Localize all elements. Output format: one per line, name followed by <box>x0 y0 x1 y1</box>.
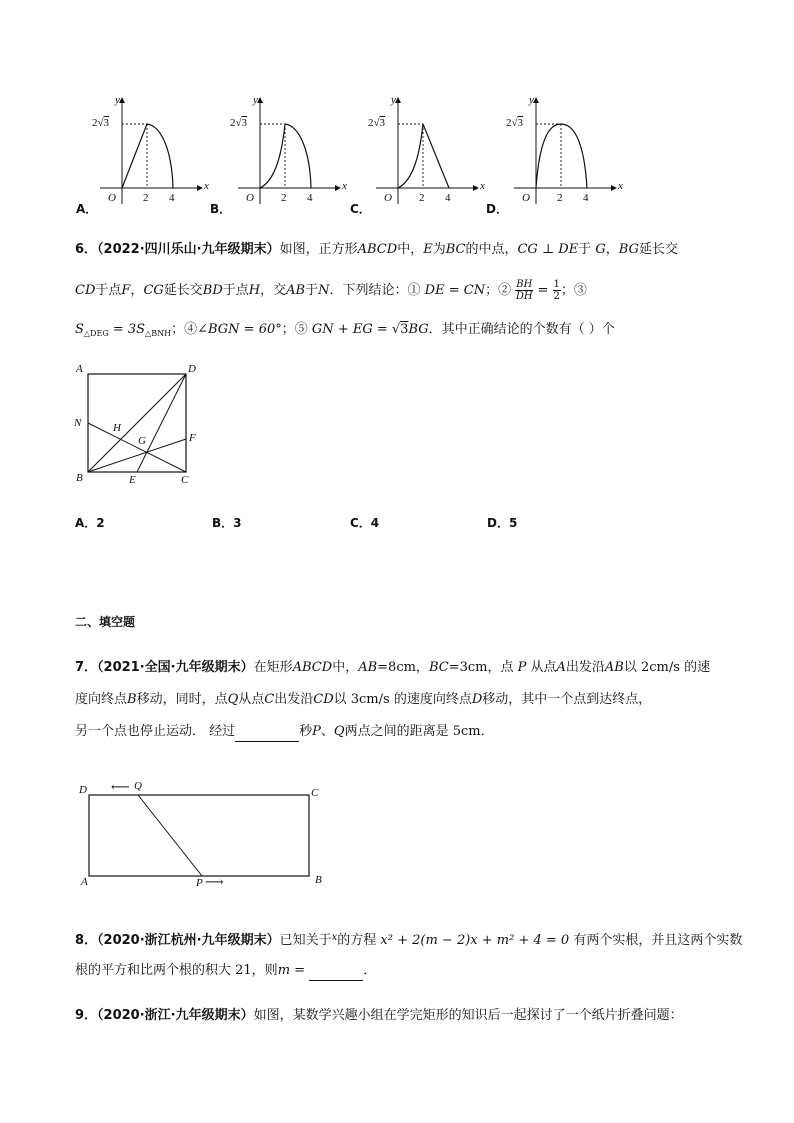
q7-text: 以 3cm/s 的速度向终点 <box>333 692 472 707</box>
graph-a-origin: O <box>108 192 116 204</box>
q8-text: ． <box>363 963 377 978</box>
q6-var: F <box>121 283 131 298</box>
q6-var: G <box>595 242 606 257</box>
q7-var: C <box>264 692 275 707</box>
q7-var: P <box>517 660 527 675</box>
q7-label-q: Q <box>134 780 142 792</box>
q7-var: AB <box>358 660 378 675</box>
option-d-label: D． <box>486 202 508 216</box>
graph-b-curve <box>260 124 311 188</box>
q6-label-a: A <box>76 363 83 375</box>
q6-text: 延长交 <box>638 242 678 257</box>
q6-label-c: C <box>181 474 189 486</box>
q6-line3: $S_{\triangle DEG} = 3S_{\triangle BNH}$；④∠BGN = 60°；⑤ GN + EG = √3BG．其中正确结论的个数有（ ）个 <box>75 322 615 338</box>
q7-label-d: D <box>79 784 87 796</box>
q6-text: 于 <box>305 283 319 298</box>
q6-text: ．下列结论： <box>329 283 408 298</box>
q6-sub: △BNH <box>145 329 172 338</box>
q7-text: 、 <box>320 724 334 739</box>
q6-var: N <box>318 283 330 298</box>
q7-source: （2021·全国·九年级期末） <box>97 660 254 675</box>
q6-label-h: H <box>113 422 121 434</box>
q6-choice-c: C．4 <box>350 516 380 530</box>
q6-label-n: N <box>74 417 82 429</box>
q7-var: P <box>312 724 321 739</box>
q8-equation: x² + 2(m − 2)x + m² + 4 = 0 <box>380 933 570 948</box>
q6-sep: ； <box>281 322 295 337</box>
q8-var: x <box>331 932 338 943</box>
q8-line2 <box>75 961 376 981</box>
graph-c-x-label: x <box>480 180 485 192</box>
q6-var: CG ⊥ DE <box>517 242 579 257</box>
q6-var: H <box>248 283 261 298</box>
q7-var: ABCD <box>292 660 333 675</box>
graph-c-tick-4: 4 <box>445 192 451 204</box>
q6-line1 <box>75 240 678 260</box>
q7-text: 度向终点 <box>75 692 128 707</box>
q8-answer-blank[interactable] <box>309 966 363 981</box>
graph-b-x-label: x <box>342 180 347 192</box>
q7-line2 <box>75 690 651 710</box>
q7-label-p: P <box>196 877 203 889</box>
graph-options <box>70 92 630 222</box>
q6-label-g: G <box>138 435 146 447</box>
graph-b-tick-4: 4 <box>307 192 313 204</box>
q8-source: （2020·浙江杭州·九年级期末） <box>97 933 280 948</box>
q8-text: 的方程 <box>337 933 377 948</box>
q7-number: 7． <box>75 660 98 675</box>
q6-choice-b: B．3 <box>212 516 242 530</box>
q6-conclusion-2-mark: ② <box>498 283 512 298</box>
q6-text: 于点 <box>222 283 249 298</box>
graph-d-origin: O <box>522 192 530 204</box>
q6-var: ABCD <box>357 242 398 257</box>
q8-text: 已知关于 <box>279 933 332 948</box>
graph-d <box>514 98 616 204</box>
q7-var: Q <box>227 692 239 707</box>
graph-d-tick-4: 4 <box>583 192 589 204</box>
q6-var: BG <box>618 242 639 257</box>
q6-conclusion-3b: = 3S <box>108 322 146 337</box>
q7-text: 移动，同时，点 <box>136 692 228 707</box>
graph-d-x-label: x <box>618 180 623 192</box>
q7-answer-blank[interactable] <box>235 727 299 742</box>
q6-choice-d: D．5 <box>487 516 518 530</box>
graph-a-curve <box>122 124 173 188</box>
q6-label-f: F <box>189 432 196 444</box>
q6-label-e: E <box>129 474 136 486</box>
q6-frac-half: $\frac{1}{2}$ <box>553 279 560 302</box>
q6-text: 的中点， <box>465 242 518 257</box>
q7-var: D <box>471 692 483 707</box>
q8-text: 根的平方和比两个根的积大 21，则 <box>75 963 278 978</box>
q6-choice-a: A．2 <box>75 516 105 530</box>
q6-var: AB <box>286 283 306 298</box>
q6-text: ， <box>605 242 619 257</box>
q6-text: 为 <box>432 242 446 257</box>
q6-number: 6． <box>75 242 98 257</box>
graph-c-curve <box>398 124 449 188</box>
q6-text: ， <box>130 283 144 298</box>
q8-text: = <box>290 963 310 978</box>
q7-arrow-left: ⟵ <box>111 780 130 795</box>
graph-b-tick-2: 2 <box>281 192 287 204</box>
q9-line1 <box>75 1006 683 1026</box>
graph-d-y-label: y <box>529 94 534 106</box>
q6-conclusion-5-mark: ⑤ <box>294 322 308 337</box>
graph-a-ytick: 2√3 <box>92 117 110 129</box>
q6-line2: CD于点F，CG延长交BD于点H，交AB于N．下列结论：① DE = CN；② $\frac{BH}{DH}$ = $\frac{1}{2}$ ；③ <box>75 279 587 302</box>
q9-text: 如图，某数学兴趣小组在学完矩形的知识后一起探讨了一个纸片折叠问题： <box>253 1008 683 1023</box>
graph-a-tick-4: 4 <box>169 192 175 204</box>
q6-rad: 3 <box>400 322 409 337</box>
q7-figure-svg <box>75 780 335 890</box>
option-b-label: B． <box>210 202 232 216</box>
q7-var: AB <box>604 660 624 675</box>
q7-var: BC <box>428 660 449 675</box>
q6-conclusion-5: GN + EG = <box>311 322 392 337</box>
q6-conclusion-5b: BG <box>408 322 429 337</box>
q7-text: 从点 <box>238 692 265 707</box>
q7-line3 <box>75 722 494 742</box>
q6-figure-svg <box>70 362 210 492</box>
q7-text: 从点 <box>530 660 557 675</box>
q6-sep: ； <box>485 283 499 298</box>
graph-b <box>238 98 340 204</box>
q6-var: BC <box>445 242 466 257</box>
q6-conclusion-4-mark: ④ <box>184 322 198 337</box>
q7-text: 在矩形 <box>253 660 293 675</box>
q7-var: Q <box>333 724 345 739</box>
q7-text: =8cm， <box>377 660 429 675</box>
q8-text: 有两个实根，并且这两个实数 <box>573 933 743 948</box>
q7-text: 中， <box>332 660 359 675</box>
q7-label-b: B <box>315 874 322 886</box>
graph-c-y-label: y <box>391 94 396 106</box>
q7-text: 另一个点也停止运动． 经过 <box>75 724 236 739</box>
q8-line1 <box>75 928 742 951</box>
q7-var: A <box>556 660 566 675</box>
q7-label-c: C <box>311 787 319 799</box>
graph-c-tick-2: 2 <box>419 192 425 204</box>
section-2-title: 二、填空题 <box>75 615 136 629</box>
q6-text: 如图，正方形 <box>279 242 358 257</box>
q6-conclusion-4: ∠BGN = 60° <box>197 322 282 337</box>
q6-conclusion-3-mark: ③ <box>573 283 587 298</box>
option-a-label: A． <box>76 202 98 216</box>
q6-conclusion-1-mark: ① <box>407 283 421 298</box>
graph-a-tick-2: 2 <box>143 192 149 204</box>
graph-d-tick-2: 2 <box>557 192 563 204</box>
q6-figure <box>70 362 210 492</box>
q6-source: （2022·四川乐山·九年级期末） <box>97 242 280 257</box>
q7-text: 秒 <box>299 724 313 739</box>
q7-var: B <box>127 692 137 707</box>
graph-a-x-label: x <box>204 180 209 192</box>
q9-source: （2020·浙江·九年级期末） <box>97 1008 254 1023</box>
q6-sep: ； <box>560 283 574 298</box>
q8-var: m <box>277 963 291 978</box>
q6-label-b: B <box>76 472 83 484</box>
q6-label-d: D <box>188 363 196 375</box>
q6-text: ，交 <box>260 283 287 298</box>
q6-text: 中， <box>397 242 424 257</box>
q9-number: 9． <box>75 1008 98 1023</box>
graph-d-curve <box>536 124 587 188</box>
q6-var: E <box>423 242 433 257</box>
q7-text: 出发沿 <box>565 660 605 675</box>
graph-b-y-label: y <box>253 94 258 106</box>
q6-text: 延长交 <box>163 283 203 298</box>
q7-var: CD <box>313 692 334 707</box>
q6-sub: △DEG <box>83 329 109 338</box>
q7-text: 移动，其中一个点到达终点， <box>482 692 652 707</box>
q7-text: 以 2cm/s 的速 <box>623 660 711 675</box>
q7-text: 出发沿 <box>274 692 314 707</box>
graph-b-origin: O <box>246 192 254 204</box>
q7-figure <box>75 780 335 890</box>
graph-d-ytick: 2√3 <box>506 117 524 129</box>
graph-a <box>100 98 202 204</box>
q6-var: CD <box>75 283 96 298</box>
q6-text: 于点 <box>95 283 122 298</box>
q7-text: 两点之间的距离是 5cm． <box>344 724 494 739</box>
graph-b-ytick: 2√3 <box>230 117 248 129</box>
q6-tail: ．其中正确结论的个数有（ ）个 <box>428 322 615 337</box>
graph-a-y-label: y <box>115 94 120 106</box>
graph-c-origin: O <box>384 192 392 204</box>
q6-frac-bh-dh: $\frac{BH}{DH}$ <box>515 279 533 302</box>
graph-c-ytick: 2√3 <box>368 117 386 129</box>
q7-text: =3cm，点 <box>448 660 514 675</box>
q6-text: 于 <box>578 242 592 257</box>
option-c-label: C． <box>350 202 371 216</box>
q6-sep: ； <box>171 322 185 337</box>
q7-label-a: A <box>81 876 88 888</box>
q6-var: CG <box>143 283 164 298</box>
q6-conclusion-3: S <box>75 322 84 337</box>
graph-c <box>376 98 478 204</box>
q6-conclusion-1: DE = CN <box>424 283 486 298</box>
q8-number: 8． <box>75 933 98 948</box>
q7-arrow-right: ⟶ <box>205 875 224 890</box>
q6-var: BD <box>202 283 223 298</box>
q7-line1 <box>75 658 710 678</box>
